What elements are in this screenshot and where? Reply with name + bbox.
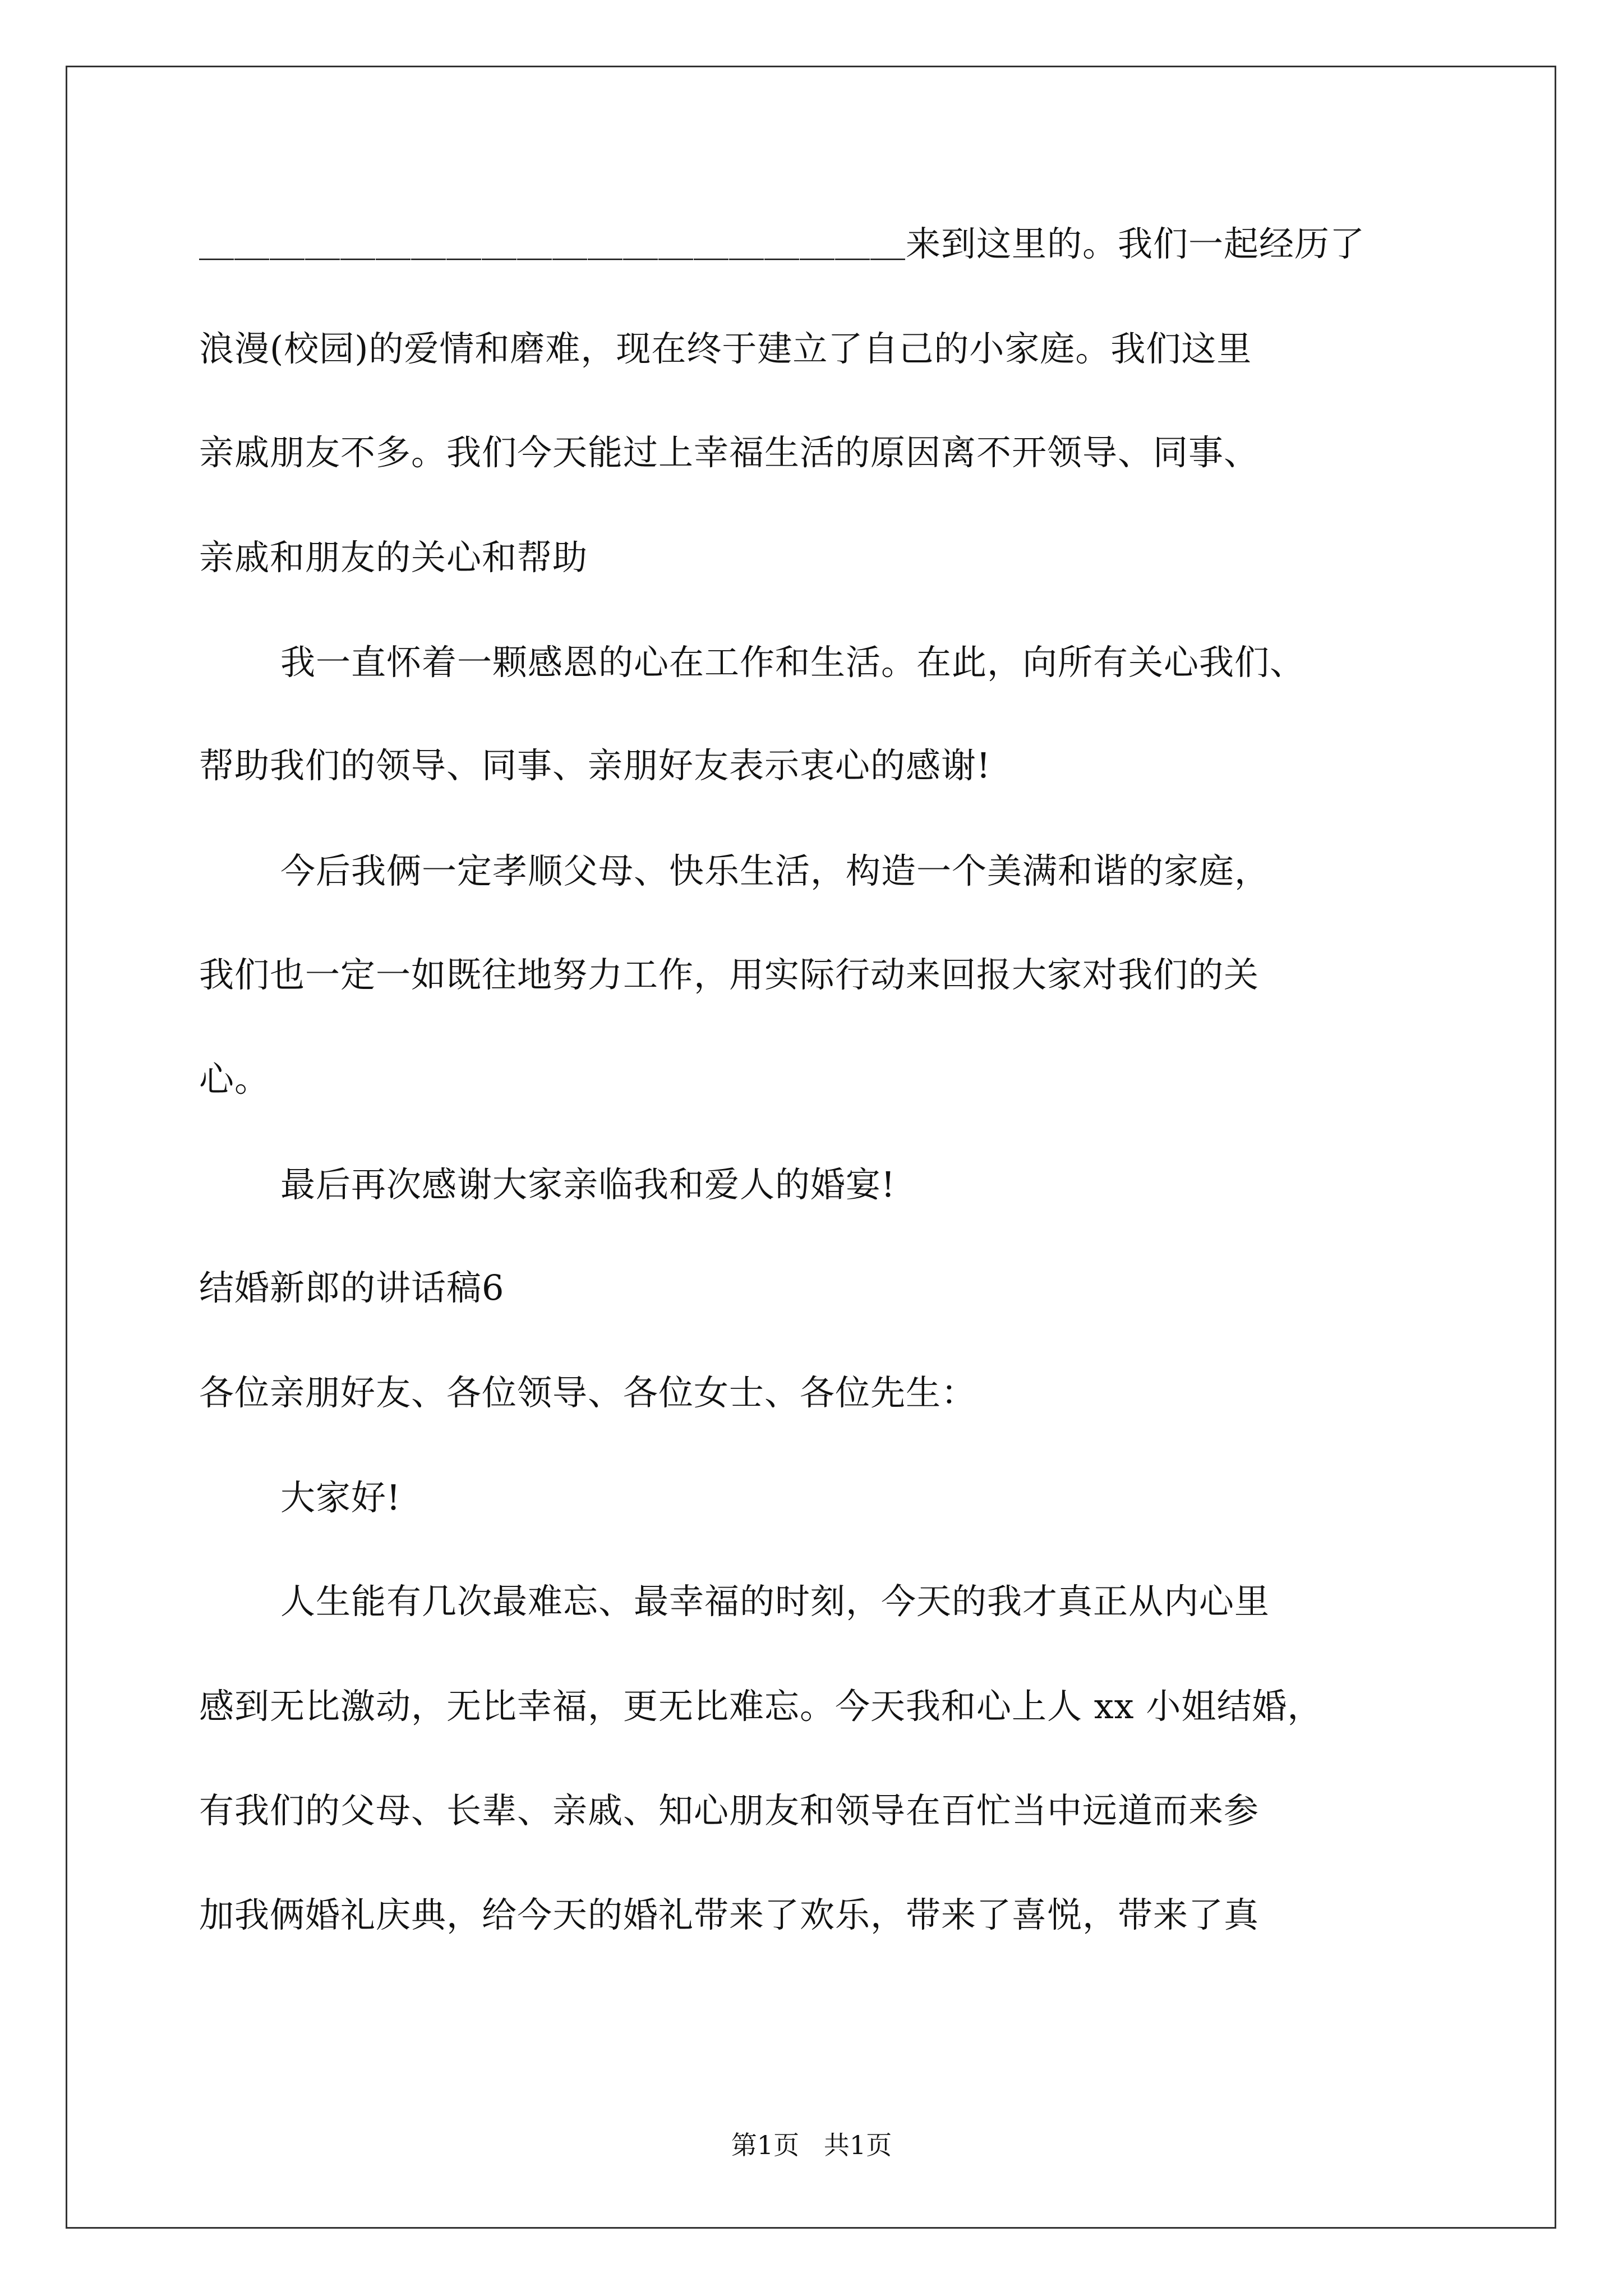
text-line-17: 加我俩婚礼庆典，给今天的婚礼带来了欢乐，带来了喜悦，带来了真: [199, 1894, 1260, 1935]
greeting: 大家好!: [280, 1477, 401, 1518]
page-number-footer: 第1页 共1页: [731, 2130, 892, 2160]
paragraph-final-thanks: 最后再次感谢大家亲临我和爱人的婚宴!: [280, 1164, 896, 1205]
salutation: 各位亲朋好友、各位领导、各位女士、各位先生：: [199, 1372, 977, 1413]
text-line-16: 有我们的父母、长辈、亲戚、知心朋友和领导在百忙当中远道而来参: [199, 1790, 1260, 1831]
text-line-8: 我们也一定一如既往地努力工作，用实际行动来回报大家对我们的关: [199, 954, 1260, 995]
text-line-6: 帮助我们的领导、同事、亲朋好友表示衷心的感谢!: [199, 745, 991, 786]
section-heading: 结婚新郎的讲话稿6: [199, 1267, 505, 1308]
text-line-15: 感到无比激动，无比幸福，更无比难忘。今天我和心上人 xx 小姐结婚，: [199, 1686, 1323, 1727]
paragraph-future-start: 今后我俩一定孝顺父母、快乐生活，构造一个美满和谐的家庭，: [280, 850, 1270, 891]
text-line-9: 心。: [199, 1059, 270, 1099]
paragraph-memorable-start: 人生能有几次最难忘、最幸福的时刻，今天的我才真正从内心里: [280, 1581, 1270, 1622]
paragraph-thanks-start: 我一直怀着一颗感恩的心在工作和生活。在此，向所有关心我们、: [280, 642, 1306, 683]
text-line-3: 亲戚朋友不多。我们今天能过上幸福生活的原因离不开领导、同事、: [199, 432, 1260, 473]
text-line-2: 浪漫(校园)的爱情和磨难，现在终于建立了自己的小家庭。我们这里: [199, 328, 1252, 369]
text-line-4: 亲戚和朋友的关心和帮助: [199, 537, 588, 578]
text-line-1: ＿＿＿＿＿＿＿＿＿＿＿＿＿＿＿＿＿＿＿＿来到这里的。我们一起经历了: [199, 223, 1366, 264]
